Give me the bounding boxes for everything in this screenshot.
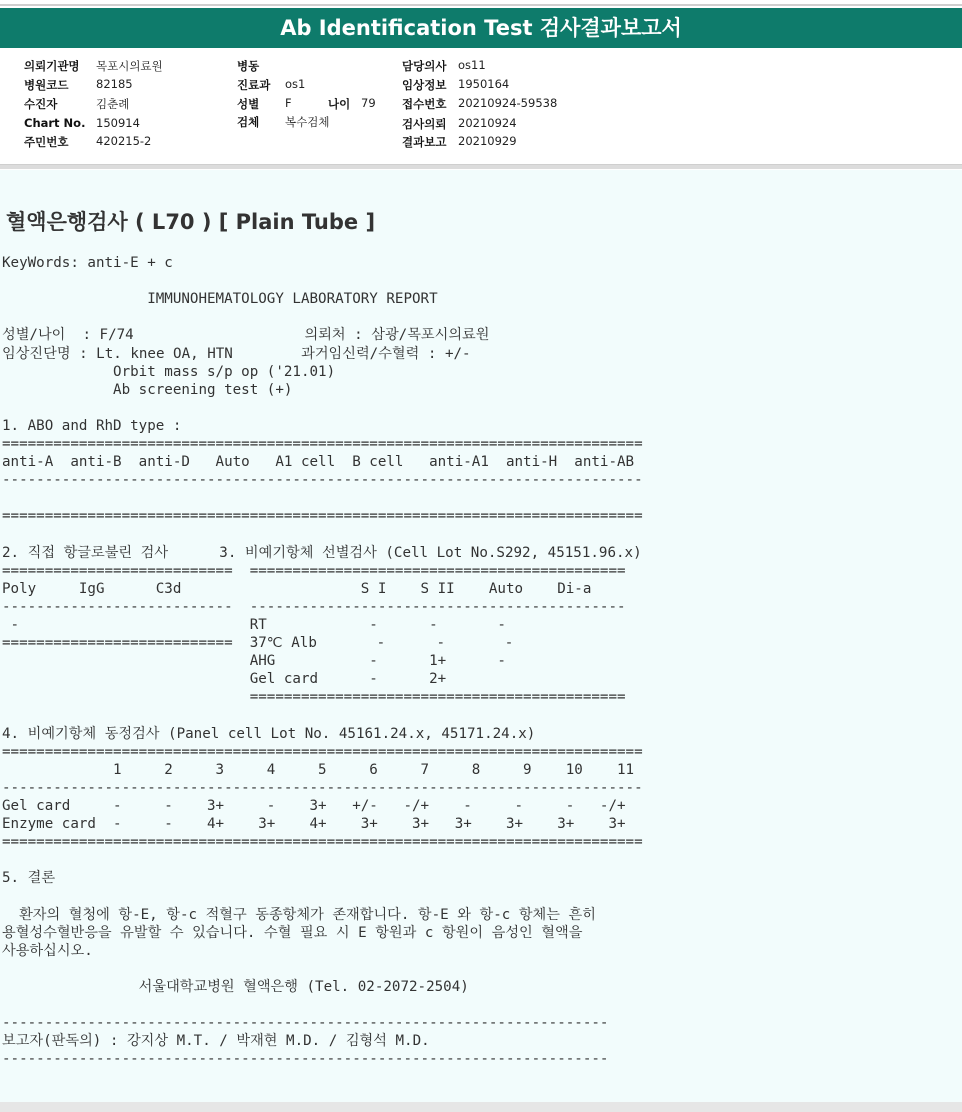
report-line: IMMUNOHEMATOLOGY LABORATORY REPORT <box>2 291 438 308</box>
label-age: 나이 <box>328 97 351 111</box>
value-clinical-info: 1950164 <box>458 77 510 91</box>
value-test-request: 20210924 <box>458 116 517 130</box>
report-line: Ab screening test (+) <box>2 381 293 398</box>
report-line: ----------------------------------------------------------------------- <box>2 1051 609 1068</box>
report-line: Orbit mass s/p op ('21.01) <box>2 363 336 380</box>
patient-info-panel <box>0 48 962 165</box>
value-patient: 김춘례 <box>96 97 130 111</box>
report-line: =========================================================================== <box>2 436 643 452</box>
value-hospital-code: 82185 <box>96 77 133 91</box>
report-line: --------------------------------------------------------------------------- <box>2 472 643 489</box>
value-requesting-institution: 목포시의료원 <box>96 59 163 73</box>
report-line: Gel card - - 3+ - 3+ +/- -/+ - - - -/+ <box>2 798 626 814</box>
report-line: KeyWords: anti-E + c <box>2 255 173 271</box>
report-line: ============================================ <box>2 689 626 706</box>
label-hospital-code: 병원코드 <box>24 78 69 92</box>
report-line: ----------------------------------------------------------------------- <box>2 1015 609 1032</box>
report-line: 5. 결론 <box>2 870 56 887</box>
label-doctor: 담당의사 <box>402 59 447 73</box>
report-line: 환자의 혈청에 항-E, 항-c 적혈구 동종항체가 존재합니다. 항-E 와 항-c 항체는 흔히 <box>2 906 596 923</box>
report-line: 사용하십시오. <box>2 942 93 959</box>
report-body <box>0 170 962 1102</box>
value-specimen: 복수검체 <box>285 115 330 129</box>
report-line: 용혈성수혈반응을 유발할 수 있습니다. 수혈 필요 시 E 항원과 c 항원이 음성인 혈액을 <box>2 924 583 941</box>
label-chart-no: Chart No. <box>24 116 86 130</box>
report-line: =========================== 37℃ Alb - - - <box>2 635 514 652</box>
report-line: =========================== ============================================ <box>2 562 626 579</box>
label-test-request: 검사의뢰 <box>402 117 447 131</box>
label-ward: 병동 <box>237 59 260 73</box>
value-chart-no: 150914 <box>96 116 140 130</box>
report-line: --------------------------- -------------------------------------------- <box>2 598 626 615</box>
section-divider <box>0 165 962 169</box>
value-receipt-number: 20210924-59538 <box>458 96 558 110</box>
report-line: 2. 직접 항글로불린 검사 3. 비예기항체 선별검사 (Cell Lot No.S292, 45151.96.x) <box>2 544 642 561</box>
report-line: =========================================================================== <box>2 834 643 851</box>
report-line: 임상진단명 : Lt. knee OA, HTN 과거임신력/수혈력 : +/- <box>2 345 471 362</box>
report-line: =========================================================================== <box>2 743 643 760</box>
report-line: --------------------------------------------------------------------------- <box>2 779 643 796</box>
label-sex: 성별 <box>237 97 260 111</box>
value-result-report: 20210929 <box>458 134 517 148</box>
report-line: anti-A anti-B anti-D Auto A1 cell B cell anti-A1 anti-H anti-AB <box>2 454 635 471</box>
label-resident-number: 주민번호 <box>24 135 69 149</box>
value-department: os1 <box>285 77 306 91</box>
report-line: Gel card - 2+ <box>2 671 447 688</box>
top-border <box>0 4 962 6</box>
report-line: =========================================================================== <box>2 508 643 525</box>
label-specimen: 검체 <box>237 115 260 129</box>
report-line: 보고자(판독의) : 강지상 M.T. / 박재현 M.D. / 김형석 M.D. <box>2 1033 430 1050</box>
report-line: AHG - 1+ - <box>2 653 506 670</box>
value-doctor: os11 <box>458 58 486 72</box>
bottom-border <box>0 1102 962 1112</box>
value-age: 79 <box>361 96 376 110</box>
label-receipt-number: 접수번호 <box>402 97 447 111</box>
value-resident-number: 420215-2 <box>96 134 152 148</box>
report-line: - RT - - - <box>2 617 506 633</box>
value-sex: F <box>285 96 292 110</box>
report-heading: 혈액은행검사 ( L70 ) [ Plain Tube ] <box>6 210 376 234</box>
report-line: Poly IgG C3d S I S II Auto Di-a <box>2 580 592 597</box>
label-requesting-institution: 의뢰기관명 <box>24 59 80 73</box>
label-patient: 수진자 <box>24 97 58 111</box>
label-department: 진료과 <box>237 78 271 92</box>
report-line: 4. 비예기항체 동정검사 (Panel cell Lot No. 45161.24.x, 45171.24.x) <box>2 725 536 742</box>
report-line: 서울대학교병원 혈액은행 (Tel. 02-2072-2504) <box>2 979 469 995</box>
report-line: Enzyme card - - 4+ 3+ 4+ 3+ 3+ 3+ 3+ 3+ 3+ <box>2 816 626 833</box>
report-line: 1 2 3 4 5 6 7 8 9 10 11 <box>2 761 635 778</box>
report-line: 성별/나이 : F/74 의뢰처 : 삼광/목포시의료원 <box>2 327 490 344</box>
label-result-report: 결과보고 <box>402 135 447 149</box>
report-title: Ab Identification Test 검사결과보고서 <box>0 8 962 48</box>
report-line: 1. ABO and RhD type : <box>2 417 182 434</box>
label-clinical-info: 임상정보 <box>402 78 447 92</box>
